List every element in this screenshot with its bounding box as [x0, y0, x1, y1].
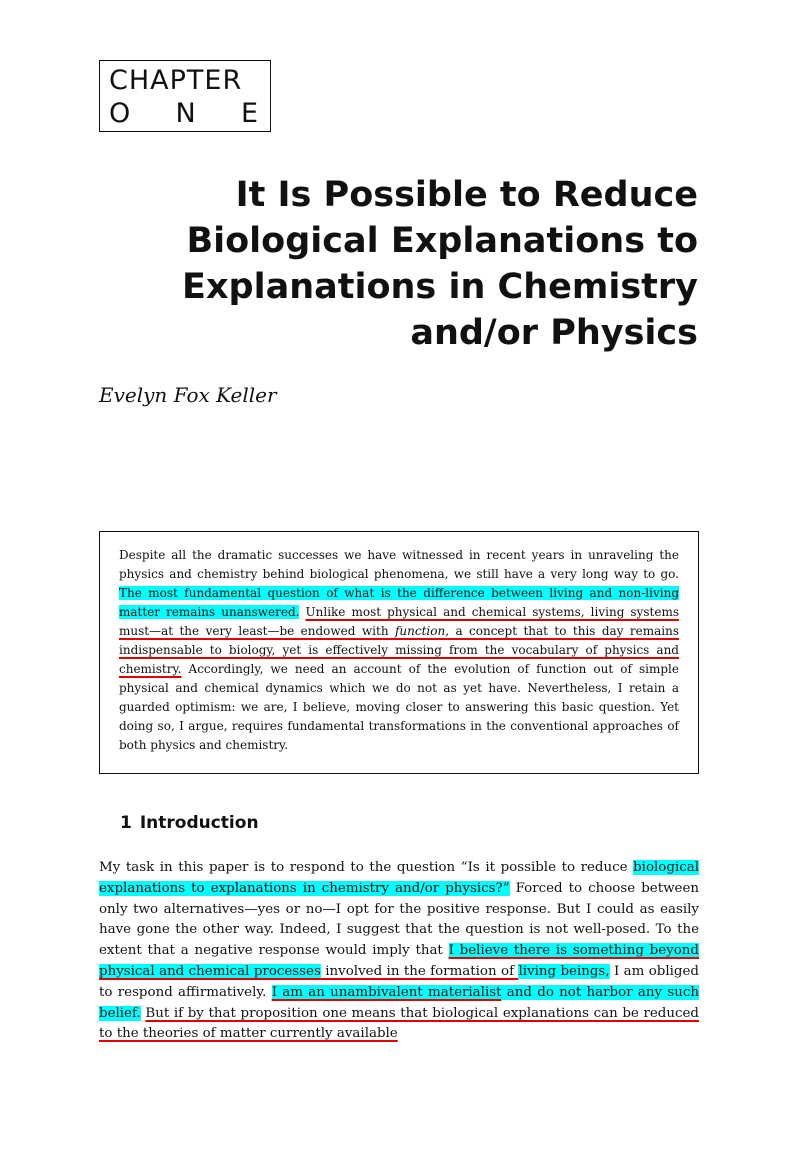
title-line: and/or Physics: [410, 313, 698, 353]
abstract-text: Accordingly, we need an account of the evolution of function out of simple physical and chemical dynamics which we do not as yet have. Nevertheless, I retain a guarded optimism: we are, I believe, moving closer to answering this basic question. Yet doing so, I argue, requires fundamental transformations in the conventional approaches of both physics and chemistry.: [119, 662, 679, 752]
body-highlight: and do not harbor any such belief.: [99, 984, 699, 1021]
author-name: Evelyn Fox Keller: [99, 383, 277, 407]
chapter-label: [99, 60, 271, 132]
body-highlight-underline: I am an unambivalent materialist: [271, 984, 502, 1000]
title-line: Biological Explanations to: [186, 221, 698, 261]
section-heading: [120, 813, 259, 833]
body-underline: But if by that proposition one means that biological explanations can be reduced to the theories of matter currently available: [99, 1005, 699, 1042]
abstract-underline-text: , a concept that to this day remains indispensable to biology, yet is effectively missing from the vocabulary of physics and chemistry.: [119, 624, 679, 676]
abstract-underline-text: Unlike most physical and chemical systems, living systems must—at the very least—be endowed with: [119, 605, 679, 638]
chapter-number-letter: O: [109, 98, 132, 129]
chapter-number: [109, 97, 259, 130]
body-highlight: biological explanations to explanations in chemistry and/or physics?”: [99, 860, 699, 896]
chapter-title: [138, 172, 698, 356]
body-paragraph: [99, 858, 699, 1045]
chapter-number-letter: E: [240, 98, 259, 129]
chapter-word: CHAPTER: [109, 65, 243, 96]
body-text: Forced to choose between only two alternatives—yes or no—I opt for the positive response. But I could as easily have gone the other way. Indeed, I suggest that the question is not well-posed. To the extent that a negative response would imply that: [99, 880, 700, 959]
body-highlight: living beings,: [518, 963, 610, 979]
abstract-italic-term: function: [394, 624, 446, 638]
title-line: Explanations in Chemistry: [182, 267, 698, 307]
chapter-number-letter: N: [175, 98, 197, 129]
body-highlight-underline: I believe there is something beyond physical and chemical processes: [99, 943, 699, 979]
abstract-text: Despite all the dramatic successes we have witnessed in recent years in unraveling the physics and chemistry behind biological phenomena, we still have a very long way to go.: [119, 548, 679, 581]
abstract-box: [99, 531, 699, 774]
body-underline: involved in the formation of: [320, 963, 519, 979]
section-number: 1: [120, 813, 132, 833]
body-text: I am obliged to respond affirmatively.: [99, 963, 699, 1000]
section-title: Introduction: [139, 813, 259, 833]
body-text: My task in this paper is to respond to the question “Is it possible to reduce: [99, 860, 634, 875]
title-line: It Is Possible to Reduce: [235, 175, 698, 215]
abstract-highlight: The most fundamental question of what is the difference between living and non-living matter remains unanswered.: [119, 586, 679, 619]
